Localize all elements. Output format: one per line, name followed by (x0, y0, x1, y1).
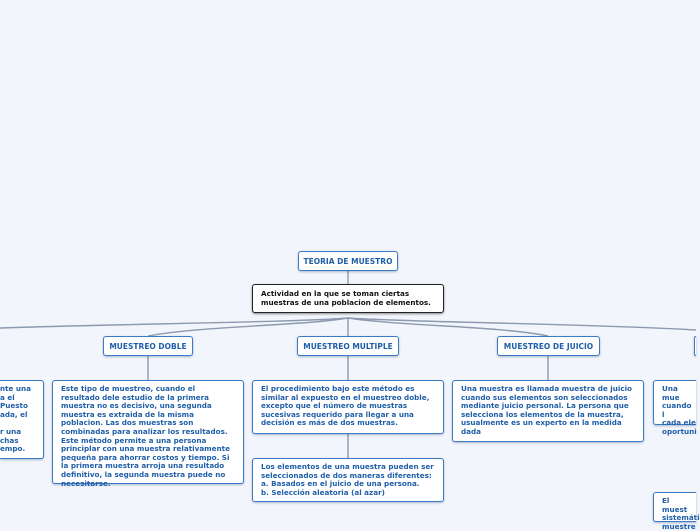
right-partial-lower-line: sistemáti (662, 513, 700, 523)
left-partial-line: empo. (0, 444, 26, 454)
subtopic-option-a: a. Basados en el juicio de una persona. (261, 479, 420, 489)
right-partial-title-node[interactable] (694, 336, 696, 356)
subtopic-option-b: b. Selección aleatoria (al azar) (261, 487, 385, 497)
left-partial-line: a el (0, 392, 15, 402)
right-partial-node[interactable] (653, 380, 697, 436)
muestreo-doble-node[interactable]: MUESTREO DOBLE (103, 336, 193, 356)
link-definition-to-juicio (348, 318, 548, 336)
muestreo-juicio-node[interactable]: MUESTREO DE JUICIO (497, 336, 600, 356)
definition-node[interactable]: Actividad en la que se toman ciertas muestras de una poblacion de elementos. (252, 284, 444, 313)
right-partial-line: cuando l (662, 401, 692, 419)
muestreo-multiple-description[interactable]: El procedimiento bajo este método es similar al expuesto en el muestreo doble, excepto que el número de muestras sucesivas requerido para llegar a una decisión es más de dos muestras. (252, 380, 444, 434)
left-partial-line: chas (0, 435, 19, 445)
right-partial-lower-line: El muest (662, 496, 688, 514)
right-partial-lower-line: muestre (662, 521, 696, 531)
subtopic-intro: Los elementos de una muestra pueden ser seleccionados de dos maneras diferentes: (261, 462, 434, 480)
right-partial-line: oportuni (662, 426, 697, 436)
left-partial-line: ada, el (0, 409, 28, 419)
muestreo-juicio-description[interactable]: Una muestra es llamada muestra de juicio cuando sus elementos son seleccionados mediante juicio personal. La persona que selecciona los elementos de la muestra, usualmente es un experto en la medida dada (452, 380, 644, 442)
left-partial-line: Puesto (0, 401, 28, 411)
right-partial-line: cada ele (662, 418, 696, 428)
link-definition-to-doble (148, 318, 348, 336)
muestreo-doble-description[interactable]: Este tipo de muestreo, cuando el resultado dele estudio de la primera muestra no es decisivo, una segunda muestra es extraida de la misma poblacion. Las dos muestras son combinadas para analizar los resultados. Este método permite a una persona principlar con una muestra relativamente pequeña para ahorrar costos y tiempo. Si la primera muestra arroja una resultado definitivo, la segunda muestra puede no necesitarse. (52, 380, 244, 484)
link-definition-to-right (348, 318, 696, 330)
left-partial-node[interactable] (0, 380, 44, 459)
muestreo-multiple-subtopic[interactable] (252, 458, 444, 502)
left-partial-line: nte una (0, 384, 32, 393)
left-partial-line: r una (0, 426, 22, 436)
muestreo-multiple-node[interactable]: MUESTREO MULTIPLE (297, 336, 399, 356)
right-partial-lower-node[interactable] (653, 492, 700, 531)
central-topic-node[interactable]: TEORIA DE MUESTRO (298, 251, 398, 271)
right-partial-line: Una mue (662, 384, 680, 402)
